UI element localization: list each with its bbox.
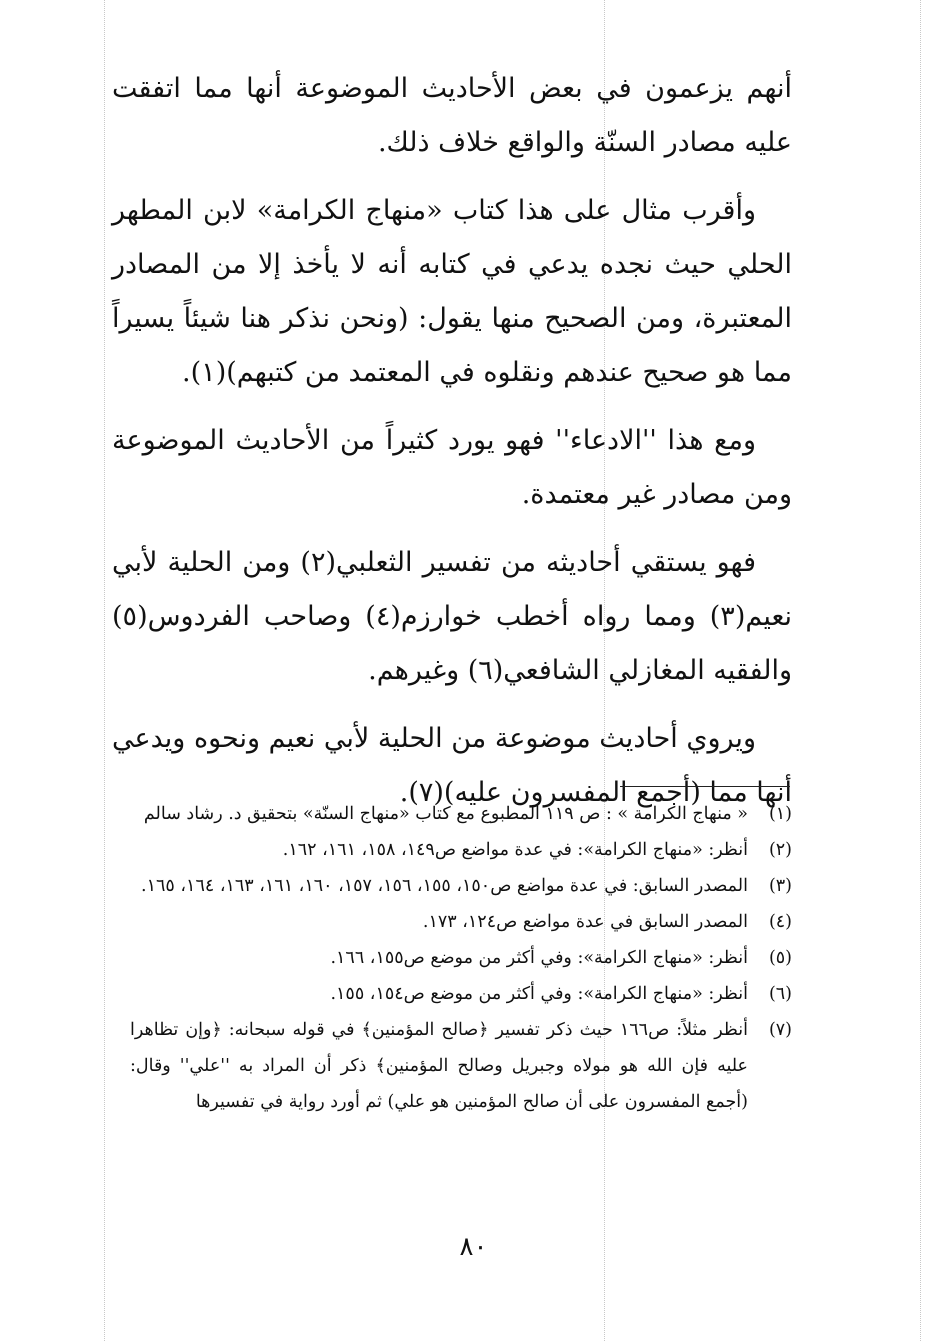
paragraph-2: وأقرب مثال على هذا كتاب «منهاج الكرامة» لابن المطهر الحلي حيث نجده يدعي في كتابه أنه لا يأخذ إلا من المصادر المعتبرة، ومن الصحيح منها يقول: (ونحن نذكر هنا شيئاً يسيراً مما هو صحيح عندهم ونقلوه في المعتمد من كتبهم)(١). [112,195,792,388]
footnote-text: أنظر مثلاً: ص١٦٦ حيث ذكر تفسير ﴿صالح المؤمنين﴾ في قوله سبحانه: ﴿وإن تظاهرا عليه فإن الله هو مولاه وجبريل وصالح المؤمنين﴾ ذكر أن المراد به ''علي'' وقال: (أجمع المفسرون على أن صالح المؤمنين هو علي) ثم أورد رواية في تفسيرها [130,1020,748,1112]
footnote-5 [130,940,792,976]
footnote-text: « منهاج الكرامة » : ص ١١٩ المطبوع مع كتاب «منهاج السنّة» بتحقيق د. رشاد سالم [143,804,748,824]
footnote-number: (٥) [768,948,792,968]
margin-guide-right [920,0,921,1341]
paragraph-4: فهو يستقي أحاديثه من تفسير الثعلبي(٢) ومن الحلية لأبي نعيم(٣) ومما رواه أخطب خوارزم(٤) وصاحب الفردوس(٥) والفقيه المغازلي الشافعي(٦) وغيرهم. [112,547,793,686]
main-text [112,62,792,834]
paragraph-3: ومع هذا ''الادعاء'' فهو يورد كثيراً من الأحاديث الموضوعة ومن مصادر غير معتمدة. [112,425,792,510]
footnote-number: (١) [768,804,792,824]
footnote-6 [130,976,792,1012]
footnote-number: (٤) [768,912,792,932]
footnote-number: (٧) [768,1020,792,1040]
footnote-1 [130,796,792,832]
margin-guide-left [104,0,105,1341]
page-number: ٨٠ [459,1232,488,1262]
footnotes [130,796,792,1120]
footnote-7 [130,1012,792,1120]
footnote-text: أنظر: «منهاج الكرامة»: وفي أكثر من موضع ص١٥٤، ١٥٥. [330,984,748,1004]
footnote-2 [130,832,792,868]
footnote-text: أنظر: «منهاج الكرامة»: في عدة مواضع ص١٤٩، ١٥٨، ١٦١، ١٦٢. [282,840,748,860]
paragraph-1: أنهم يزعمون في بعض الأحاديث الموضوعة أنها مما اتفقت عليه مصادر السنّة والواقع خلاف ذلك. [112,73,792,158]
footnote-divider [620,786,790,787]
footnote-text: المصدر السابق في عدة مواضع ص١٢٤، ١٧٣. [422,912,748,932]
footnote-number: (٣) [768,876,792,896]
footnote-text: المصدر السابق: في عدة مواضع ص١٥٠، ١٥٥، ١٥٦، ١٥٧، ١٦٠، ١٦١، ١٦٣، ١٦٤، ١٦٥. [141,876,748,896]
footnote-number: (٦) [768,984,792,1004]
footnote-4 [130,904,792,940]
footnote-text: أنظر: «منهاج الكرامة»: وفي أكثر من موضع ص١٥٥، ١٦٦. [330,948,748,968]
footnote-3 [130,868,792,904]
footnote-number: (٢) [768,840,792,860]
paragraph-5: ويروي أحاديث موضوعة من الحلية لأبي نعيم ونحوه ويدعي أنها مما (أجمع المفسرون عليه)(٧). [112,723,792,808]
